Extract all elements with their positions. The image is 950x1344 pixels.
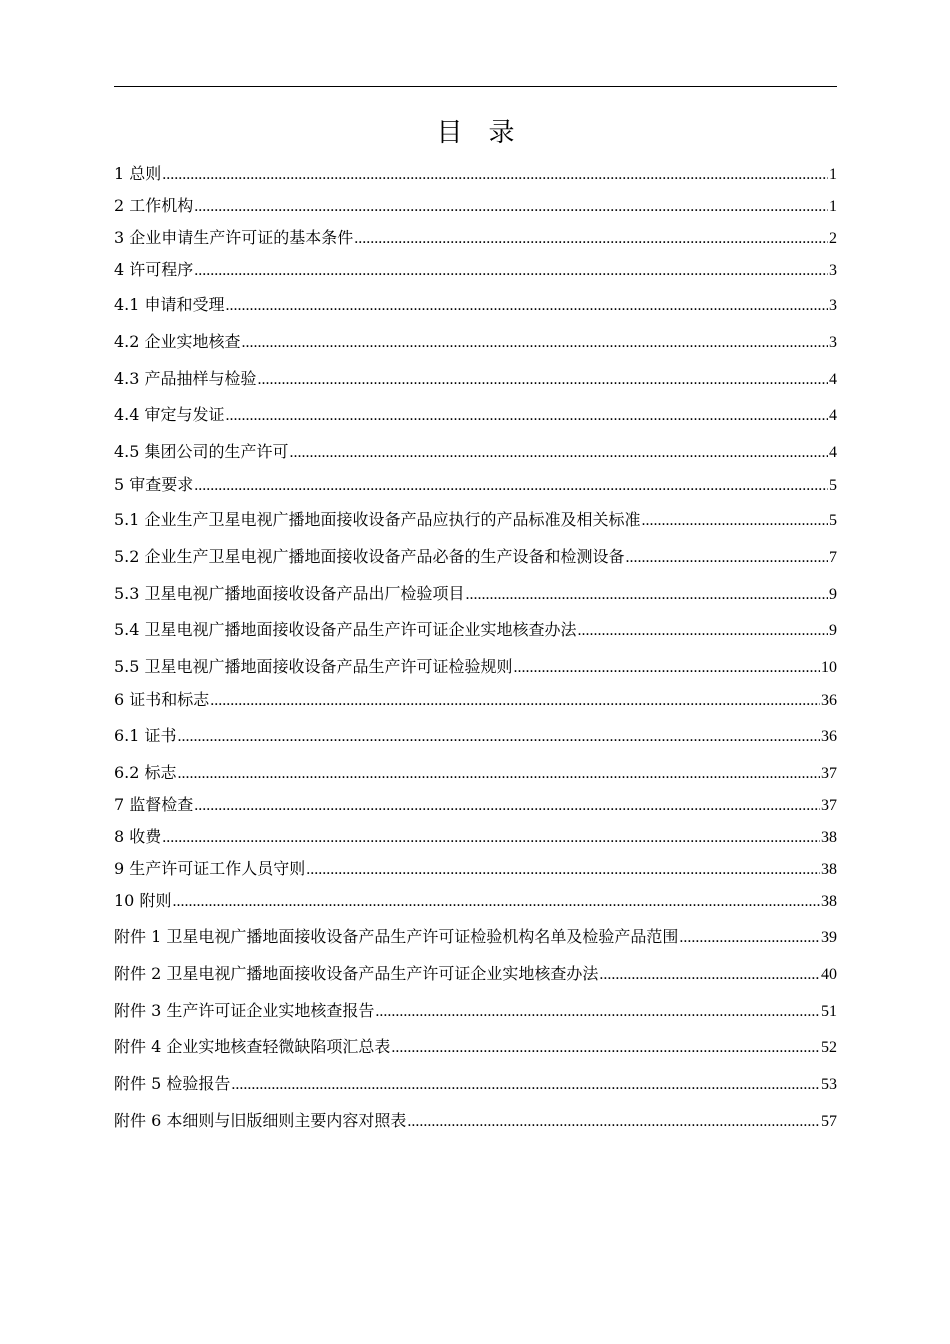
toc-entry[interactable]	[114, 794, 837, 816]
toc-entry-page: 3	[829, 297, 837, 314]
toc-entry-page: 5	[829, 477, 837, 494]
toc-entry-page: 9	[829, 622, 837, 639]
toc-leader-dots	[231, 1074, 820, 1096]
toc-entry[interactable]	[114, 926, 837, 948]
header-rule	[114, 86, 837, 87]
toc-leader-dots	[258, 369, 828, 391]
toc-entry-page: 4	[829, 371, 837, 388]
toc-entry-label: 10 附则	[114, 891, 172, 910]
toc-entry[interactable]	[114, 331, 837, 353]
toc-entry-label: 1 总则	[114, 164, 162, 183]
toc-entry-label: 5.2 企业生产卫星电视广播地面接收设备产品必备的生产设备和检测设备	[114, 547, 625, 566]
page-title: 目 录	[436, 118, 515, 148]
toc-entry-label: 4.2 企业实地核查	[114, 332, 241, 351]
toc-entry-page: 57	[821, 1113, 837, 1130]
toc-entry-page: 52	[821, 1039, 837, 1056]
toc-entry[interactable]	[114, 656, 837, 678]
toc-entry[interactable]	[114, 1000, 837, 1022]
toc-entry[interactable]	[114, 227, 837, 249]
toc-entry[interactable]	[114, 1110, 837, 1132]
toc-entry-label: 4.1 申请和受理	[114, 295, 225, 314]
toc-entry[interactable]	[114, 619, 837, 641]
toc-entry-page: 38	[821, 861, 837, 878]
toc-entry-page: 36	[821, 692, 837, 709]
toc-leader-dots	[599, 964, 820, 986]
toc-entry[interactable]	[114, 1073, 837, 1095]
toc-leader-dots	[679, 927, 820, 949]
toc-entry-label: 8 收费	[114, 827, 162, 846]
toc-entry-page: 1	[829, 198, 837, 215]
toc-entry-label: 5.4 卫星电视广播地面接收设备产品生产许可证企业实地核查办法	[114, 620, 577, 639]
toc-leader-dots	[194, 260, 828, 282]
toc-entry[interactable]	[114, 689, 837, 711]
toc-entry-label: 6 证书和标志	[114, 690, 210, 709]
toc-entry[interactable]	[114, 583, 837, 605]
toc-leader-dots	[210, 690, 820, 712]
toc-entry[interactable]	[114, 546, 837, 568]
toc-entry[interactable]	[114, 1036, 837, 1058]
toc-entry-label: 9 生产许可证工作人员守则	[114, 859, 306, 878]
toc-entry-label: 4.4 审定与发证	[114, 405, 225, 424]
toc-entry-label: 6.1 证书	[114, 726, 177, 745]
toc-entry[interactable]	[114, 404, 837, 426]
toc-entry-label: 附件 6 本细则与旧版细则主要内容对照表	[114, 1111, 407, 1130]
toc-entry-label: 5.3 卫星电视广播地面接收设备产品出厂检验项目	[114, 584, 465, 603]
toc-leader-dots	[626, 547, 828, 569]
toc-leader-dots	[354, 228, 828, 250]
toc-entry-label: 3 企业申请生产许可证的基本条件	[114, 228, 354, 247]
toc-leader-dots	[226, 405, 828, 427]
toc-leader-dots	[290, 442, 828, 464]
toc-entry-page: 3	[829, 334, 837, 351]
toc-leader-dots	[242, 332, 828, 354]
toc-leader-dots	[194, 795, 820, 817]
toc-leader-dots	[375, 1001, 820, 1023]
toc-entry-page: 40	[821, 966, 837, 983]
toc-entry-label: 附件 2 卫星电视广播地面接收设备产品生产许可证企业实地核查办法	[114, 964, 599, 983]
toc-entry[interactable]	[114, 826, 837, 848]
toc-entry[interactable]	[114, 509, 837, 531]
toc-entry-page: 38	[821, 829, 837, 846]
toc-entry-page: 9	[829, 586, 837, 603]
toc-entry-page: 36	[821, 728, 837, 745]
toc-leader-dots	[578, 620, 828, 642]
toc-entry-label: 5.5 卫星电视广播地面接收设备产品生产许可证检验规则	[114, 657, 513, 676]
toc-entry[interactable]	[114, 474, 837, 496]
toc-leader-dots	[226, 295, 828, 317]
toc-entry-page: 2	[829, 230, 837, 247]
toc-leader-dots	[514, 657, 820, 679]
toc-entry[interactable]	[114, 163, 837, 185]
toc-entry[interactable]	[114, 368, 837, 390]
toc-entry-page: 10	[821, 659, 837, 676]
toc-entry[interactable]	[114, 294, 837, 316]
toc-entry-page: 39	[821, 929, 837, 946]
toc-entry-label: 6.2 标志	[114, 763, 177, 782]
toc-entry[interactable]	[114, 762, 837, 784]
toc-leader-dots	[642, 510, 828, 532]
toc-entry-label: 7 监督检查	[114, 795, 194, 814]
toc-entry-label: 附件 4 企业实地核查轻微缺陷项汇总表	[114, 1037, 391, 1056]
toc-entry-label: 5.1 企业生产卫星电视广播地面接收设备产品应执行的产品标准及相关标准	[114, 510, 641, 529]
toc-leader-dots	[466, 584, 828, 606]
toc-leader-dots	[172, 891, 820, 913]
toc-entry-page: 53	[821, 1076, 837, 1093]
toc-leader-dots	[178, 763, 820, 785]
toc-entry[interactable]	[114, 890, 837, 912]
toc-entry-label: 4.3 产品抽样与检验	[114, 369, 257, 388]
toc-entry-label: 5 审查要求	[114, 475, 194, 494]
toc-entry-label: 附件 3 生产许可证企业实地核查报告	[114, 1001, 375, 1020]
toc-entry[interactable]	[114, 858, 837, 880]
toc-entry-label: 附件 5 检验报告	[114, 1074, 231, 1093]
toc-entry-page: 38	[821, 893, 837, 910]
toc-entry-label: 2 工作机构	[114, 196, 194, 215]
toc-leader-dots	[162, 827, 820, 849]
toc-leader-dots	[162, 164, 828, 186]
toc-entry-label: 4.5 集团公司的生产许可	[114, 442, 289, 461]
toc-entry[interactable]	[114, 259, 837, 281]
toc-entry-page: 4	[829, 407, 837, 424]
toc-entry-page: 1	[829, 166, 837, 183]
toc-leader-dots	[306, 859, 820, 881]
toc-entry-page: 51	[821, 1003, 837, 1020]
toc-entry[interactable]	[114, 963, 837, 985]
toc-entry-page: 3	[829, 262, 837, 279]
toc-entry[interactable]	[114, 195, 837, 217]
toc-leader-dots	[407, 1111, 820, 1133]
toc-entry-page: 4	[829, 444, 837, 461]
toc-entry-page: 5	[829, 512, 837, 529]
toc-leader-dots	[391, 1037, 820, 1059]
toc-entry-label: 4 许可程序	[114, 260, 194, 279]
toc-entry[interactable]	[114, 441, 837, 463]
toc-leader-dots	[178, 726, 820, 748]
toc-entry-page: 37	[821, 797, 837, 814]
toc-entry-page: 37	[821, 765, 837, 782]
toc-entry-label: 附件 1 卫星电视广播地面接收设备产品生产许可证检验机构名单及检验产品范围	[114, 927, 679, 946]
toc-leader-dots	[194, 475, 828, 497]
toc-entry[interactable]	[114, 725, 837, 747]
toc-leader-dots	[194, 196, 828, 218]
toc-entry-page: 7	[829, 549, 837, 566]
